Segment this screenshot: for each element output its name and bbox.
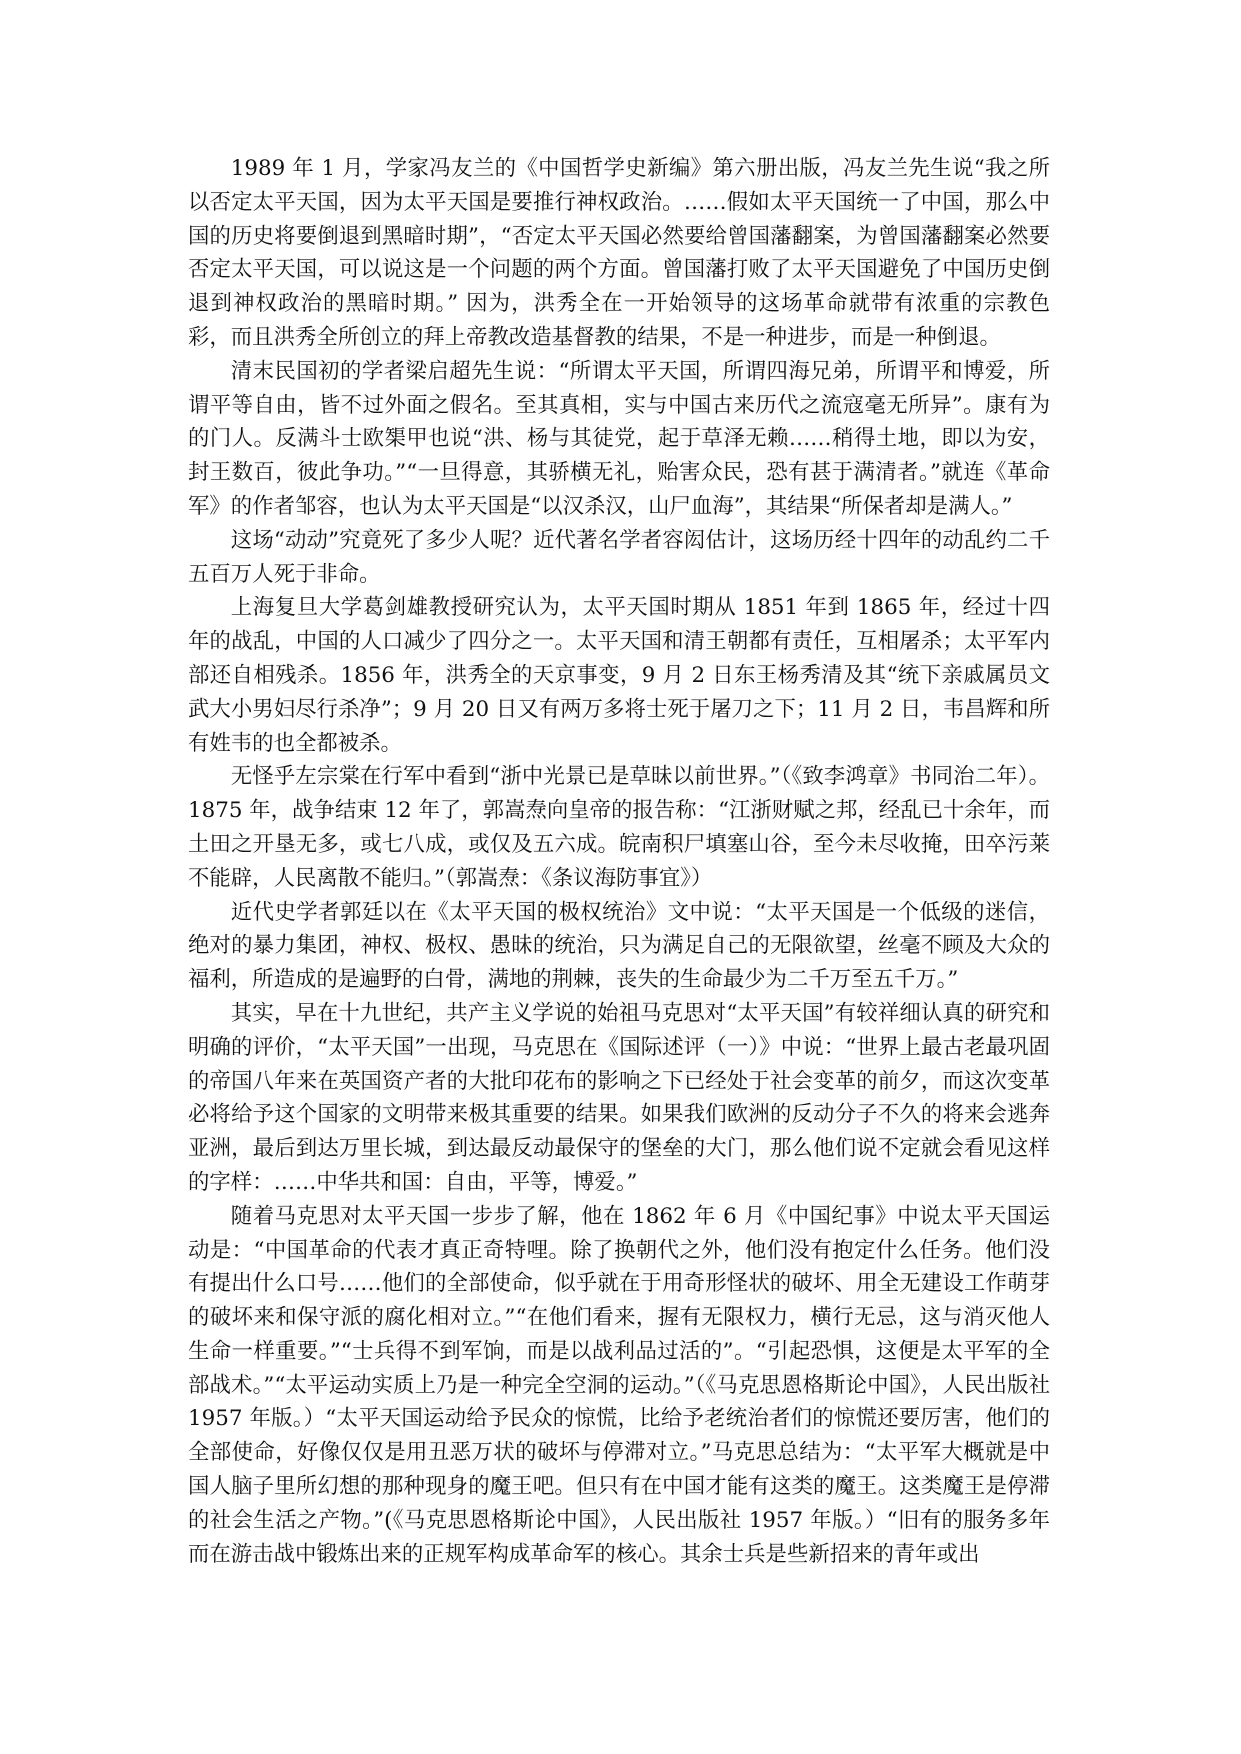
document-body <box>188 152 1050 1571</box>
paragraph-marx-later: 随着马克思对太平天国一步步了解，他在 1862 年 6 月《中国纪事》中说太平天国运动是：“中国革命的代表才真正奇特哩。除了换朝代之外，他们没有抱定什么任务。他们没有提出什么口号……他们的全部使命，似乎就在于用奇形怪状的破坏、用全无建设工作萌芽的破坏来和保守派的腐化相对立。”“在他们看来，握有无限权力，横行无忌，这与消灭他人生命一样重要。”“士兵得不到军饷，而是以战利品过活的”。“引起恐惧，这便是太平军的全部战术。”“太平运动实质上乃是一种完全空洞的运动。”（《马克思恩格斯论中国》，人民出版社 1957 年版。）“太平天国运动给予民众的惊慌，比给予老统治者们的惊慌还要厉害，他们的全部使命，好像仅仅是用丑恶万状的破坏与停滞对立。”马克思总结为：“太平军大概就是中国人脑子里所幻想的那种现身的魔王吧。但只有在中国才能有这类的魔王。这类魔王是停滞的社会生活之产物。”(《马克思恩格斯论中国》，人民出版社 1957 年版。）“旧有的服务多年而在游击战中锻炼出来的正规军构成革命军的核心。其余士兵是些新招来的青年或出 <box>188 1203 1050 1567</box>
paragraph-feng-youlan: 1989 年 1 月，学家冯友兰的《中国哲学史新编》第六册出版，冯友兰先生说“我之所以否定太平天国，因为太平天国是要推行神权政治。……假如太平天国统一了中国，那么中国的历史将要倒退到黑暗时期”，“否定太平天国必然要给曾国藩翻案，为曾国藩翻案必然要否定太平天国，可以说这是一个问题的两个方面。曾国藩打败了太平天国避免了中国历史倒退到神权政治的黑暗时期。” 因为，洪秀全在一开始领导的这场革命就带有浓重的宗教色彩，而且洪秀全所创立的拜上帝教改造基督教的结果，不是一种进步，而是一种倒退。 <box>188 156 1050 350</box>
paragraph-ge-jianxiong: 上海复旦大学葛剑雄教授研究认为，太平天国时期从 1851 年到 1865 年，经过十四年的战乱，中国的人口减少了四分之一。太平天国和清王朝都有责任，互相屠杀；太平军内部还自相残杀。1856 年，洪秀全的天京事变，9 月 2 日东王杨秀清及其“统下亲戚属员文武大小男妇尽行杀净”；9 月 20 日又有两万多将士死于屠刀之下；11 月 2 日，韦昌辉和所有姓韦的也全都被杀。 <box>188 595 1050 756</box>
paragraph-death-toll: 这场“动动”究竟死了多少人呢？近代著名学者容闳估计，这场历经十四年的动乱约二千五百万人死于非命。 <box>188 527 1050 587</box>
paragraph-liang-qichao: 清末民国初的学者梁启超先生说：“所谓太平天国，所谓四海兄弟，所谓平和博爱，所谓平等自由，皆不过外面之假名。至其真相，实与中国古来历代之流寇毫无所异”。康有为的门人。反满斗士欧榘甲也说“洪、杨与其徒党，起于草泽无赖……稍得土地，即以为安，封王数百，彼此争功。”“一旦得意，其骄横无礼，贻害众民，恐有甚于满清者。”就连《革命军》的作者邹容，也认为太平天国是“以汉杀汉，山尸血海”，其结果“所保者却是满人。” <box>188 358 1050 519</box>
paragraph-guo-tingyi: 近代史学者郭廷以在《太平天国的极权统治》文中说：“太平天国是一个低级的迷信，绝对的暴力集团，神权、极权、愚昧的统治，只为满足自己的无限欲望，丝毫不顾及大众的福利，所造成的是遍野的白骨，满地的荆棘，丧失的生命最少为二千万至五千万。” <box>188 899 1050 993</box>
paragraph-zuo-zongtang: 无怪乎左宗棠在行军中看到“浙中光景已是草昧以前世界。”（《致李鸿章》书同治二年）。1875 年，战争结束 12 年了，郭嵩焘向皇帝的报告称：“江浙财赋之邦，经乱已十余年，而土田之开垦无多，或七八成，或仅及五六成。皖南积尸填塞山谷，至今未尽收掩，田卒污莱不能辟，人民离散不能归。”（郭嵩焘：《条议海防事宜》） <box>188 764 1050 891</box>
paragraph-marx-early: 其实，早在十九世纪，共产主义学说的始祖马克思对“太平天国”有较祥细认真的研究和明确的评价，“太平天国”一出现，马克思在《国际述评（一）》中说：“世界上最古老最巩固的帝国八年来在英国资产者的大批印花布的影响之下已经处于社会变革的前夕，而这次变革必将给予这个国家的文明带来极其重要的结果。如果我们欧洲的反动分子不久的将来会逃奔亚洲，最后到达万里长城，到达最反动最保守的堡垒的大门，那么他们说不定就会看见这样的字样：……中华共和国：自由，平等，博爱。” <box>188 1000 1050 1195</box>
